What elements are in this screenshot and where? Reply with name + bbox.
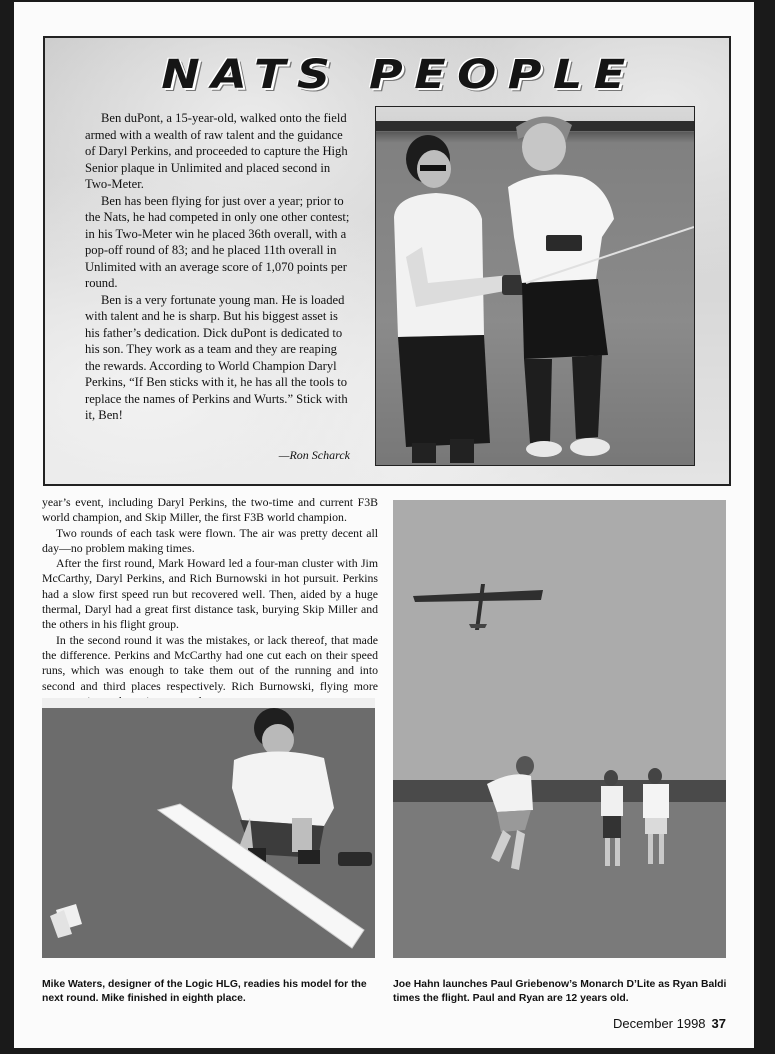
magazine-page [14, 2, 754, 1048]
nats-people-sidebar [43, 36, 731, 486]
issue-date: December 1998 [613, 1016, 706, 1031]
photo-joe-hahn-launch [393, 500, 726, 958]
sidebar-paragraph: Ben is a very fortunate young man. He is loaded with talent and he is sharp. But his biggest asset is his father’s dedication. Dick duPont is dedicated to his son. They work as a team and they are reaping the rewards. According to World Champion Daryl Perkins, “If Ben sticks with it, he has all the tools to replace the names of Perkins and Wurts.” Stick with it, Ben! [85, 292, 348, 422]
page-footer [613, 1016, 726, 1031]
article-column [42, 495, 378, 709]
photo-caption-left: Mike Waters, designer of the Logic HLG, readies his model for the next round. Mike finished in eighth place. [42, 979, 367, 1004]
sidebar-byline: —Ron Scharck [278, 448, 350, 462]
article-paragraph: year’s event, including Daryl Perkins, the two-time and current F3B world champion, and Skip Miller, the first F3B world champion. [42, 495, 378, 525]
article-paragraph: After the first round, Mark Howard led a four-man cluster with Jim McCarthy, Daryl Perkins, and Rich Burnowski in hot pursuit. Perkins had a slow first speed run but recovered well. Then, aided by a huge thermal, Daryl had a great first distance task, burying Skip Miller and the others in his flight group. [42, 556, 378, 632]
sidebar-story [85, 110, 353, 424]
page-number: 37 [711, 1016, 726, 1031]
photo-caption-right: Joe Hahn launches Paul Griebenow’s Monarch D’Lite as Ryan Baldi times the flight. Paul and Ryan are 12 years old. [393, 979, 727, 1004]
photo-ben-dupont-with-father [375, 106, 695, 466]
sidebar-paragraph: Ben duPont, a 15-year-old, walked onto the field armed with a wealth of raw talent and the guidance of Daryl Perkins, and proceeded to capture the High Senior plaque in Unlimited and placed second in Two-Meter. [85, 111, 348, 191]
article-paragraph: Two rounds of each task were flown. The air was pretty decent all day—no problem making times. [42, 525, 378, 555]
article-paragraph: In the second round it was the mistakes, or lack thereof, that made the difference. Perkins and McCarthy had one cut each on their speed runs, which was enough to take them out of the running and into second and third places respectively. Rich Burnowski, flying more [42, 632, 378, 693]
photo-mike-waters-hlg [42, 698, 375, 958]
sidebar-title: NATS PEOPLE [161, 52, 637, 98]
sidebar-paragraph: Ben has been flying for just over a year; prior to the Nats, he had competed in only one other contest; in his Two-Meter win he placed 36th overall, with a pop-off round of 83; and he placed 11th overall in Unlimited with an average score of 1,070 points per round. [85, 193, 350, 290]
